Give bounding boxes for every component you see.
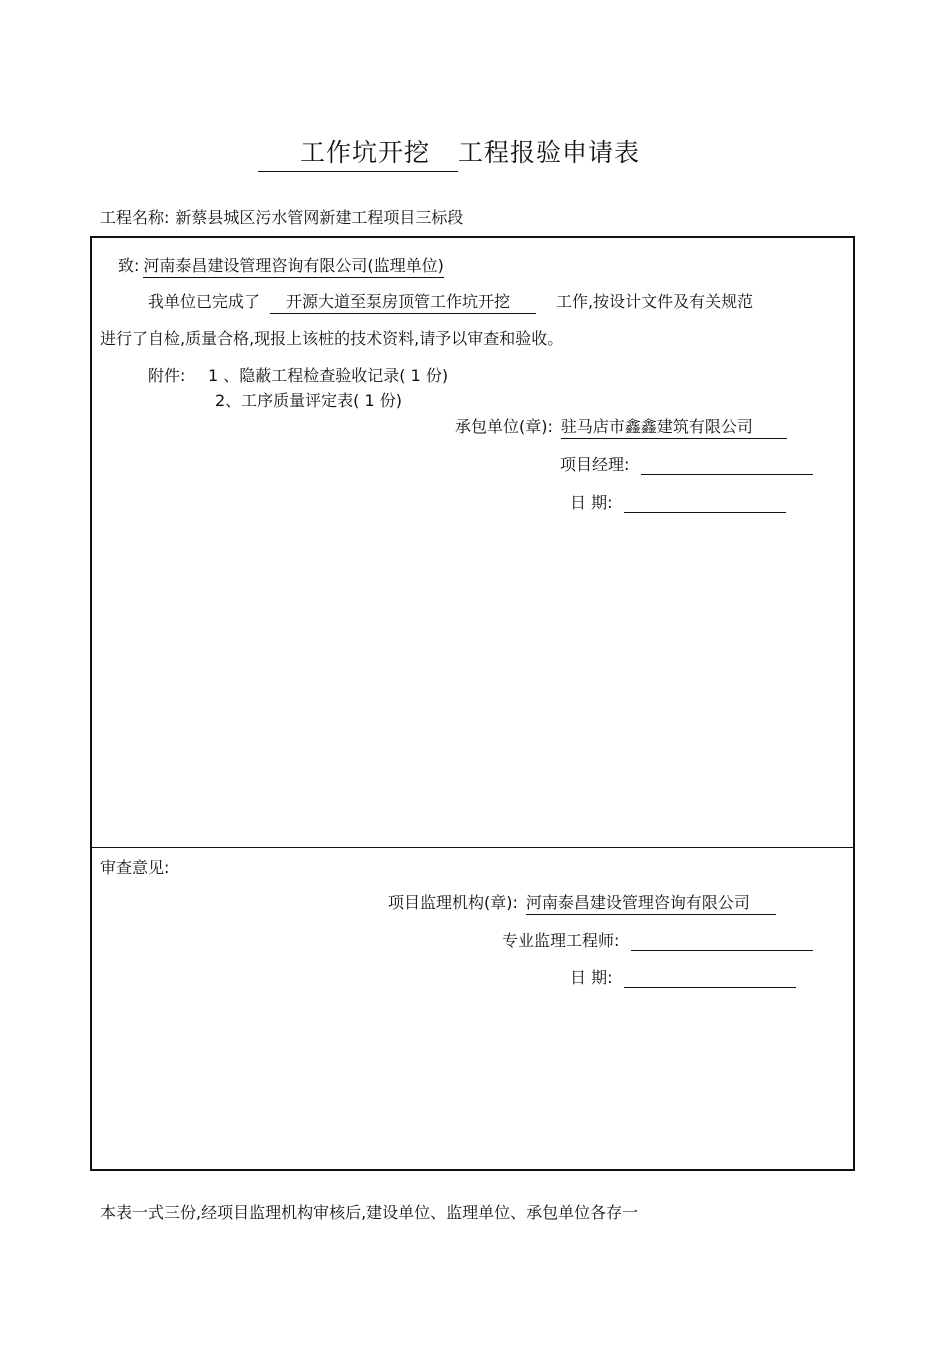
application-date-line: [570, 490, 786, 513]
application-date-label: 日 期:: [570, 493, 613, 512]
title-text: 工程报验申请表: [458, 138, 641, 167]
review-opinion-label: 审查意见:: [100, 858, 170, 877]
title-work-item: 工作坑开挖: [258, 133, 458, 172]
contractor-name: 驻马店市鑫鑫建筑有限公司: [561, 414, 787, 439]
supervisor-company: 河南泰昌建设管理咨询有限公司(监理单位): [143, 253, 444, 278]
contractor-label: 承包单位(章):: [455, 417, 553, 436]
application-date-field[interactable]: [624, 494, 786, 513]
work-item: 开源大道至泵房顶管工作坑开挖: [270, 289, 536, 314]
attachment-2: 2、工序质量评定表( 1 份): [215, 391, 403, 410]
completion-line: [148, 289, 753, 314]
project-manager-signature-field[interactable]: [641, 456, 813, 475]
section-divider: [92, 847, 853, 848]
supervising-engineer-signature-field[interactable]: [631, 932, 813, 951]
attachment-1: 1 、隐蔽工程检查验收记录( 1 份): [208, 366, 449, 385]
footer-note: 本表一式三份,经项目监理机构审核后,建设单位、监理单位、承包单位各存一: [100, 1203, 639, 1222]
project-name: 新蔡县城区污水管网新建工程项目三标段: [175, 208, 464, 227]
supervision-agency-label: 项目监理机构(章):: [388, 893, 518, 912]
completed-suffix: 工作,按设计文件及有关规范: [556, 292, 754, 311]
attachments-label: 附件:: [148, 366, 186, 385]
self-check-line: 进行了自检,质量合格,现报上该桩的技术资料,请予以审查和验收。: [100, 329, 564, 348]
supervising-engineer-line: [502, 928, 813, 951]
form-box: [90, 236, 855, 1171]
supervision-agency-line: [388, 890, 776, 915]
review-date-label: 日 期:: [570, 968, 613, 987]
project-label: 工程名称:: [100, 208, 170, 227]
to-label: 致:: [118, 256, 140, 275]
review-date-line: [570, 965, 796, 988]
project-name-line: [100, 205, 463, 228]
supervising-engineer-label: 专业监理工程师:: [502, 931, 620, 950]
supervisor-suffix: (监理单位): [367, 256, 444, 275]
addressee-line: [118, 253, 444, 278]
contractor-line: [455, 414, 787, 439]
project-manager-label: 项目经理:: [560, 455, 630, 474]
supervision-agency-name: 河南泰昌建设管理咨询有限公司: [526, 890, 776, 915]
project-manager-line: [560, 452, 813, 475]
review-date-field[interactable]: [624, 969, 796, 988]
form-title: [258, 133, 640, 172]
completed-prefix: 我单位已完成了: [148, 292, 261, 311]
